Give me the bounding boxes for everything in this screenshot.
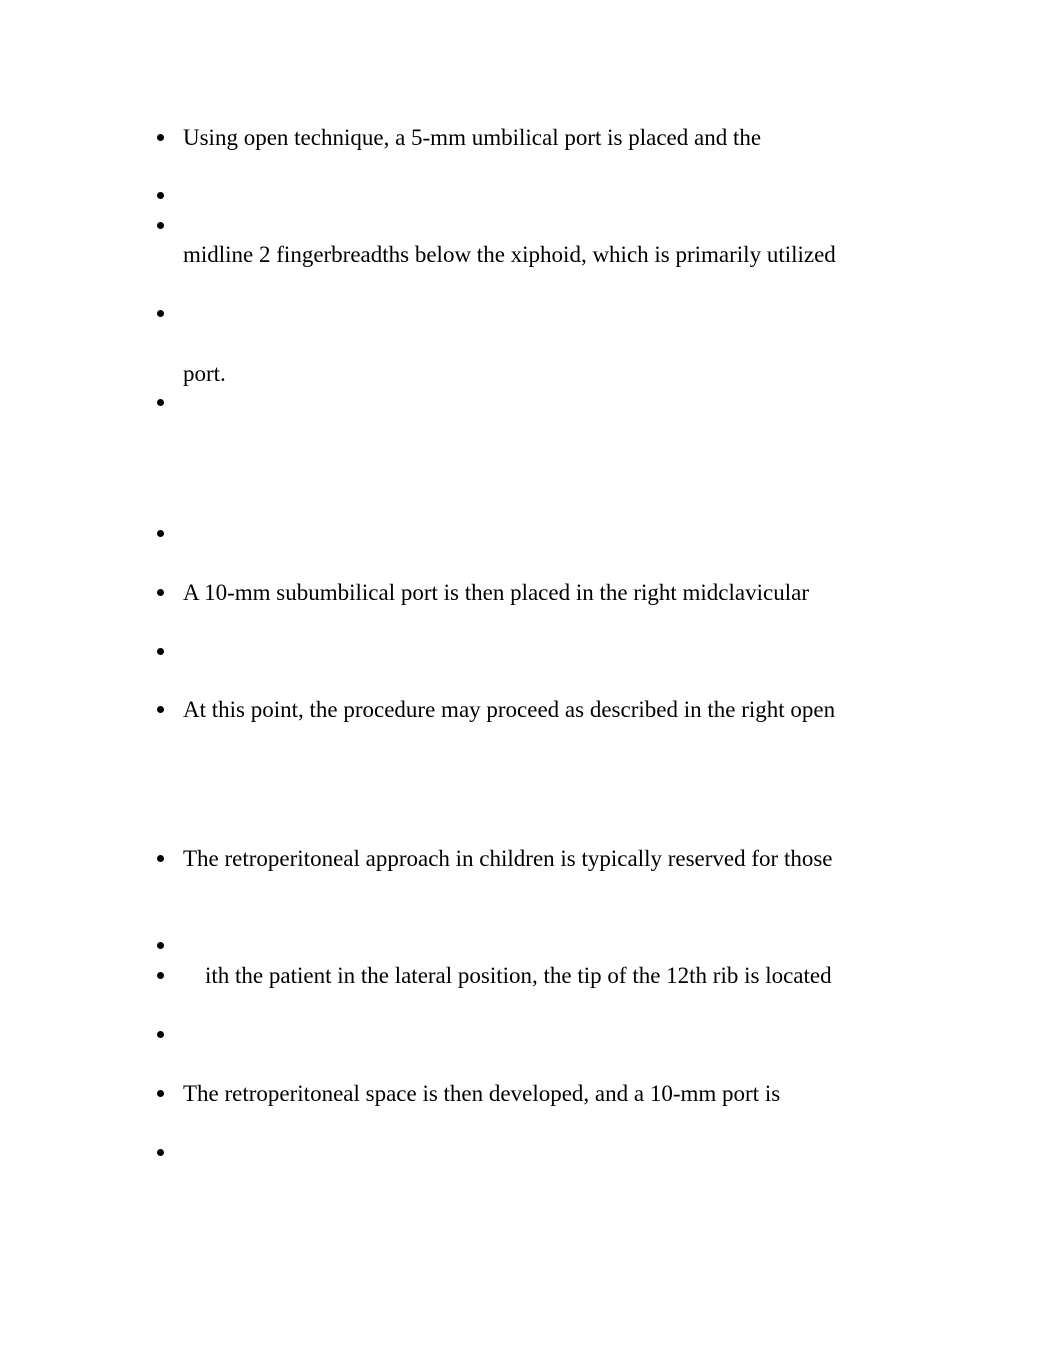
list-item-text: A 10-mm subumbilical port is then placed in the right midclavicular (183, 580, 809, 605)
list-item (0, 183, 1043, 213)
list-item-text: At this point, the procedure may proceed as described in the right open (183, 697, 836, 722)
bullet-icon (157, 530, 164, 537)
bullet-icon (157, 589, 164, 596)
list-item-text: ith the patient in the lateral position, the tip of the 12th rib is located (205, 963, 832, 988)
list-item (0, 933, 1043, 963)
bullet-icon (157, 706, 164, 713)
bullet-icon (157, 855, 164, 862)
list-item-text: Using open technique, a 5-mm umbilical port is placed and the (183, 125, 762, 150)
list-item-text: midline 2 fingerbreadths below the xiphoid, which is primarily utilized (183, 242, 836, 267)
list-item (0, 963, 1043, 993)
list-item-continuation (0, 361, 1043, 391)
bullet-icon (157, 222, 164, 229)
bullet-icon (157, 1031, 164, 1038)
list-item (0, 301, 1043, 331)
list-item (0, 213, 1043, 243)
bullet-icon (157, 648, 164, 655)
list-item (0, 1022, 1043, 1052)
bullet-icon (157, 942, 164, 949)
bullet-icon (157, 192, 164, 199)
bullet-icon (157, 310, 164, 317)
list-item (0, 639, 1043, 669)
list-item (0, 846, 1043, 876)
list-item (0, 1140, 1043, 1170)
list-item-text: The retroperitoneal space is then developed, and a 10-mm port is (183, 1081, 781, 1106)
bullet-icon (157, 399, 164, 406)
list-item (0, 697, 1043, 727)
list-item-text: port. (183, 361, 226, 386)
list-item (0, 390, 1043, 420)
list-item-continuation (0, 242, 1043, 272)
list-item (0, 521, 1043, 551)
list-item (0, 1081, 1043, 1111)
bullet-icon (157, 1090, 164, 1097)
list-item-text: The retroperitoneal approach in children is typically reserved for those (183, 846, 833, 871)
bullet-icon (157, 134, 164, 141)
bullet-icon (157, 972, 164, 979)
list-item (0, 125, 1043, 155)
bullet-icon (157, 1149, 164, 1156)
list-item (0, 580, 1043, 610)
